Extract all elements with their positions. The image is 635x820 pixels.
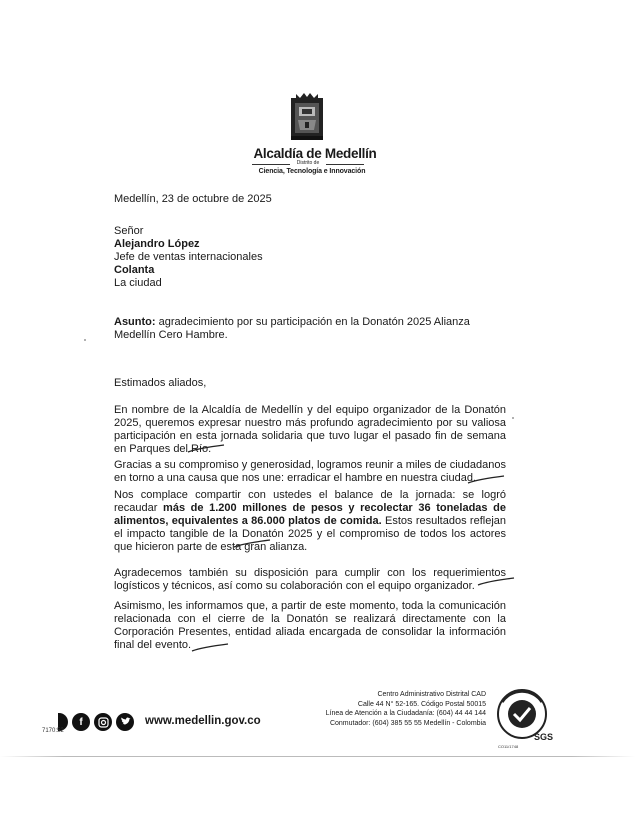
subject-text: agradecimiento por su participación en la Donatón 2025 Alianza Medellín Cero Hambre. xyxy=(114,316,470,341)
body-paragraph-2: Gracias a su compromiso y generosidad, logramos reunir a miles de ciudadanos en torno a una causa que nos une: erradicar el hambre en nuestra ciudad. xyxy=(114,459,506,484)
cert-code: CO11/1748 xyxy=(498,744,519,749)
recipient-block xyxy=(114,225,506,290)
divider-rule xyxy=(252,164,290,165)
address-line: Línea de Atención a la Ciudadanía: (604) 44 44 144 xyxy=(325,710,486,717)
divider-rule xyxy=(326,164,364,165)
greeting: Estimados aliados, xyxy=(114,377,207,389)
body-paragraph-4: Agradecemos también su disposición para cumplir con los requerimientos logísticos y técnicos, así como su colaboración con el equipo organizador. xyxy=(114,567,506,592)
body-paragraph-1: En nombre de la Alcaldía de Medellín y del equipo organizador de la Donatón 2025, queremos expresar nuestro más profundo agradecimiento por su valiosa participación en esta jornada solidaria que tuvo lugar el pasado fin de semana en Parques del Río. xyxy=(114,404,506,455)
coat-of-arms-icon xyxy=(290,92,324,142)
org-name: Alcaldía de Medellín xyxy=(253,146,377,161)
handwritten-check-mark xyxy=(232,538,272,550)
subject-label: Asunto: xyxy=(114,316,156,328)
recipient-position: Jefe de ventas internacionales xyxy=(114,251,263,263)
certification-seal-icon xyxy=(494,686,554,742)
subject-line xyxy=(114,316,506,342)
handwritten-check-mark xyxy=(466,474,506,486)
district-label: Distrito de xyxy=(296,160,320,166)
facebook-icon[interactable]: f xyxy=(72,713,90,731)
secretariat-name: Ciencia, Tecnología e Innovación xyxy=(258,168,366,175)
paragraph-3-rest: Estos resultados reflejan el impacto tangible de la Donatón 2025 y el compromiso de todos los actores que hicieron parte de esta gran alianza. xyxy=(114,515,506,553)
address-line: Calle 44 N° 52-165. Código Postal 50015 xyxy=(357,700,486,708)
social-links xyxy=(58,710,134,734)
address-line: Conmutador: (604) 385 55 55 Medellín - Colombia xyxy=(329,719,486,727)
twitter-icon[interactable] xyxy=(116,713,134,731)
document-code: 7170:52 xyxy=(42,728,64,734)
paragraph-3-intro: Nos complace compartir con ustedes el balance de la jornada: se logró recaudar xyxy=(114,489,506,514)
website-link[interactable]: www.medellin.gov.co xyxy=(145,715,261,727)
footer-address xyxy=(290,690,486,728)
footer-divider xyxy=(0,756,635,757)
recipient-name: Alejandro López xyxy=(114,238,200,250)
handwritten-check-mark xyxy=(190,642,230,654)
body-paragraph-5: Asimismo, les informamos que, a partir de este momento, toda la comunicación relacionada con el cierre de la Donatón se realizará directamente con la Corporación Presentes, entidad aliada encargada de consolidar la información final del evento. xyxy=(114,600,506,651)
address-line: Centro Administrativo Distrital CAD xyxy=(377,691,486,698)
recipient-salutation: Señor xyxy=(114,225,144,237)
cert-label: SGS xyxy=(534,732,554,742)
scan-speck xyxy=(512,417,514,419)
recipient-city: La ciudad xyxy=(114,277,162,289)
instagram-icon[interactable] xyxy=(94,713,112,731)
paragraph-3-highlight: más de 1.200 millones de pesos y recolectar 36 toneladas de alimentos, equivalentes a 86.000 platos de comida. xyxy=(114,502,506,527)
handwritten-check-mark xyxy=(476,576,516,588)
recipient-company: Colanta xyxy=(114,264,155,276)
handwritten-check-mark xyxy=(186,443,226,455)
body-paragraph-3 xyxy=(114,489,506,554)
scan-speck xyxy=(84,339,86,341)
place-date: Medellín, 23 de octubre de 2025 xyxy=(114,193,272,205)
